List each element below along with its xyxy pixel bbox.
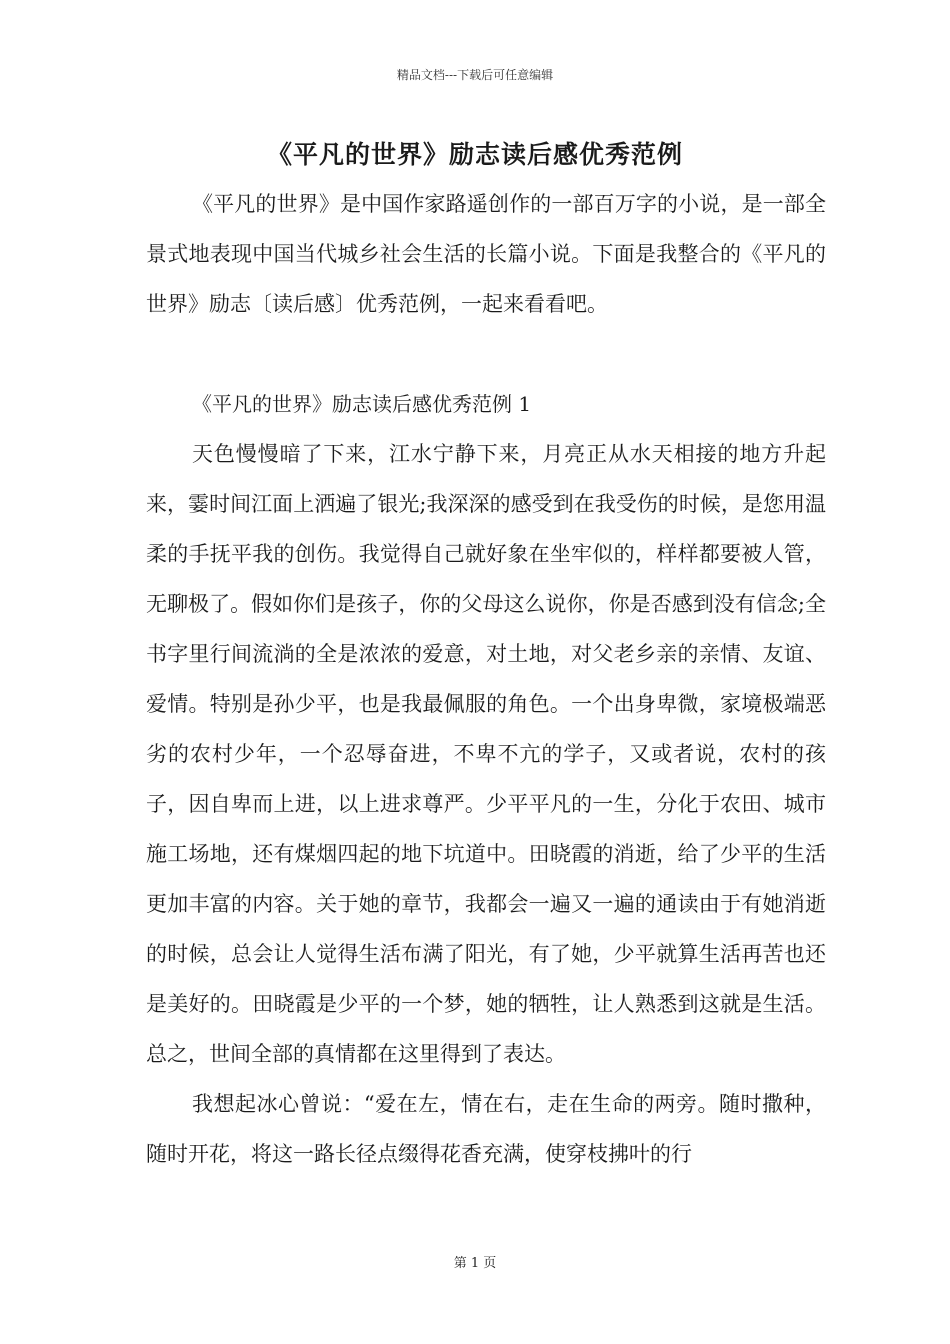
body-paragraph-1: 天色慢慢暗了下来，江水宁静下来，月亮正从水天相接的地方升起来，霎时间江面上洒遍了银光;我深深的感受到在我受伤的时候，是您用温柔的手抚平我的创伤。我觉得自己就好象在坐牢似的，样样都要被人管，无聊极了。假如你们是孩子，你的父母这么说你，你是否感到没有信念;全书字里行间流淌的全是浓浓的爱意，对土地，对父老乡亲的亲情、友谊、爱情。特别是孙少平，也是我最佩服的角色。一个出身卑微，家境极端恶劣的农村少年，一个忍辱奋进，不卑不亢的学子，又或者说，农村的孩子，因自卑而上进，以上进求尊严。少平平凡的一生，分化于农田、城市施工场地，还有煤烟四起的地下坑道中。田晓霞的消逝，给了少平的生活更加丰富的内容。关于她的章节，我都会一遍又一遍的通读由于有她消逝的时候，总会让人觉得生活布满了阳光，有了她，少平就算生活再苦也还是美好的。田晓霞是少平的一个梦，她的牺牲，让人熟悉到这就是生活。总之，世间全部的真情都在这里得到了表达。 <box>146 442 826 1066</box>
section-heading: 《平凡的世界》励志读后感优秀范例 1 <box>192 392 532 416</box>
document-body <box>146 179 826 1179</box>
document-title: 《平凡的世界》励志读后感优秀范例 <box>266 140 683 169</box>
body-paragraph-2: 我想起冰心曾说：“爱在左，情在右，走在生命的两旁。随时撒种，随时开花，将这一路长径点缀得花香充满，使穿枝拂叶的行 <box>146 1092 826 1166</box>
header-note: 精品文档---下载后可任意编辑 <box>396 68 554 82</box>
intro-paragraph: 《平凡的世界》是中国作家路遥创作的一部百万字的小说，是一部全景式地表现中国当代城乡社会生活的长篇小说。下面是我整合的《平凡的世界》励志〔读后感〕优秀范例，一起来看看吧。 <box>146 192 826 316</box>
page-number: 第 1 页 <box>453 1256 497 1271</box>
